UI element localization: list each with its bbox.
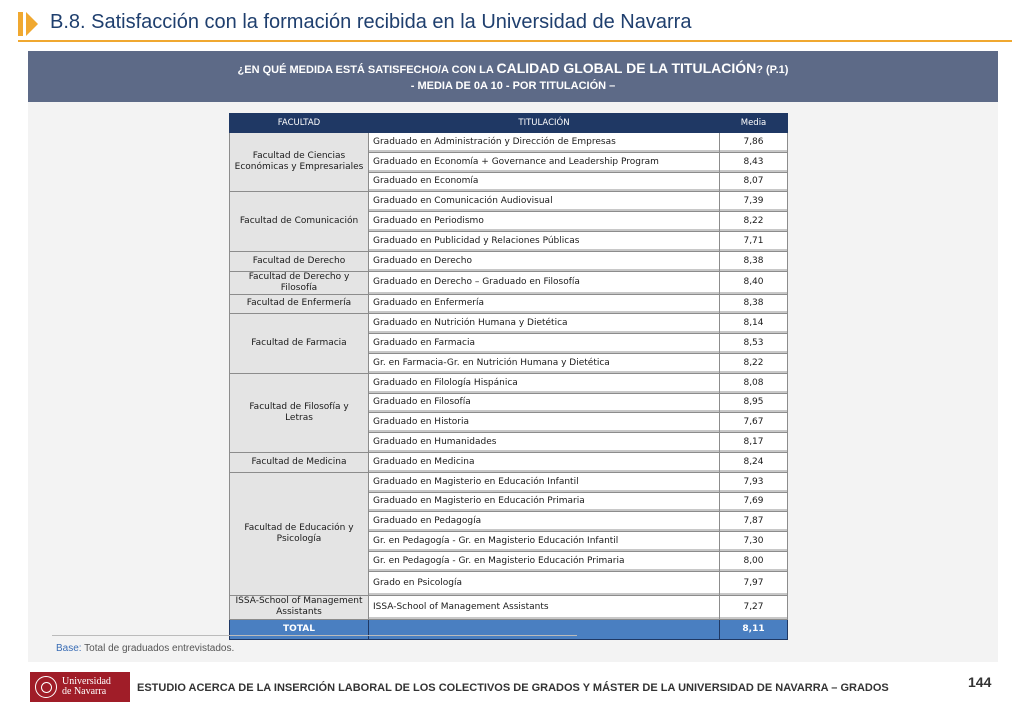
table-row xyxy=(230,452,788,472)
question-line-2: - MEDIA DE 0A 10 - POR TITULACIÓN – xyxy=(410,80,616,92)
media-cell: 7,71 xyxy=(720,231,788,251)
facultad-cell: Facultad de Derecho y Filosofía xyxy=(230,271,369,294)
section-arrow-icon xyxy=(18,12,40,36)
media-cell: 7,93 xyxy=(720,472,788,492)
footer-title: ESTUDIO ACERCA DE LA INSERCIÓN LABORAL DE LOS COLECTIVOS DE GRADOS Y MÁSTER DE LA UNIVERSIDAD DE NAVARRA – GRADOS xyxy=(137,682,889,694)
facultad-cell: Facultad de Filosofía y Letras xyxy=(230,373,369,452)
total-empty-cell xyxy=(369,619,720,639)
facultad-cell: Facultad de Farmacia xyxy=(230,314,369,373)
media-cell: 7,39 xyxy=(720,192,788,212)
question-line-1 xyxy=(28,60,998,76)
titulacion-cell: Graduado en Historia xyxy=(369,413,720,433)
media-cell: 8,00 xyxy=(720,551,788,571)
titulacion-cell: Graduado en Filosofía xyxy=(369,393,720,413)
question-prefix: ¿EN QUÉ MEDIDA ESTÁ SATISFECHO/A CON LA xyxy=(237,64,497,76)
media-cell: 8,38 xyxy=(720,294,788,314)
titulacion-cell: Graduado en Derecho – Graduado en Filosofía xyxy=(369,271,720,294)
media-cell: 7,69 xyxy=(720,492,788,512)
titulacion-cell: Graduado en Pedagogía xyxy=(369,512,720,532)
titulacion-cell: Graduado en Derecho xyxy=(369,251,720,271)
media-cell: 7,30 xyxy=(720,532,788,552)
media-cell: 8,22 xyxy=(720,353,788,373)
titulacion-cell: ISSA-School of Management Assistants xyxy=(369,595,720,619)
table-row xyxy=(230,373,788,393)
page-header xyxy=(18,8,1012,42)
titulacion-cell: Gr. en Pedagogía - Gr. en Magisterio Educación Infantil xyxy=(369,532,720,552)
media-cell: 7,86 xyxy=(720,133,788,153)
base-text: Total de graduados entrevistados. xyxy=(81,643,235,654)
table-row xyxy=(230,472,788,492)
total-label: TOTAL xyxy=(230,619,369,639)
table-row xyxy=(230,595,788,619)
question-subject: CALIDAD GLOBAL DE LA TITULACIÓN xyxy=(496,60,757,76)
table-row xyxy=(230,133,788,153)
media-cell: 7,27 xyxy=(720,595,788,619)
facultad-cell: Facultad de Educación y Psicología xyxy=(230,472,369,595)
table-header-row xyxy=(230,114,788,133)
question-banner xyxy=(28,51,998,102)
media-cell: 7,87 xyxy=(720,512,788,532)
titulacion-cell: Graduado en Economía + Governance and Leadership Program xyxy=(369,152,720,172)
titulacion-cell: Graduado en Farmacia xyxy=(369,334,720,354)
question-suffix: ? (P.1) xyxy=(756,64,789,76)
table-row xyxy=(230,251,788,271)
page-number: 144 xyxy=(968,674,992,690)
titulacion-cell: Graduado en Magisterio en Educación Primaria xyxy=(369,492,720,512)
logo-line-2: de Navarra xyxy=(62,686,107,697)
logo-text xyxy=(62,677,111,697)
media-cell: 7,67 xyxy=(720,413,788,433)
table-row xyxy=(230,271,788,294)
media-cell: 8,07 xyxy=(720,172,788,192)
titulacion-cell: Graduado en Nutrición Humana y Dietética xyxy=(369,314,720,334)
media-cell: 8,40 xyxy=(720,271,788,294)
satisfaction-table xyxy=(229,113,788,640)
table-row xyxy=(230,192,788,212)
titulacion-cell: Graduado en Administración y Dirección de Empresas xyxy=(369,133,720,153)
page-title: B.8. Satisfacción con la formación recibida en la Universidad de Navarra xyxy=(50,11,692,33)
col-header-facultad: FACULTAD xyxy=(230,114,369,133)
university-logo xyxy=(30,672,130,702)
titulacion-cell: Gr. en Pedagogía - Gr. en Magisterio Educación Primaria xyxy=(369,551,720,571)
titulacion-cell: Graduado en Humanidades xyxy=(369,433,720,453)
titulacion-cell: Graduado en Medicina xyxy=(369,452,720,472)
titulacion-cell: Graduado en Magisterio en Educación Infantil xyxy=(369,472,720,492)
media-cell: 8,14 xyxy=(720,314,788,334)
total-media: 8,11 xyxy=(720,619,788,639)
table-row xyxy=(230,294,788,314)
logo-line-1: Universidad xyxy=(62,676,111,687)
media-cell: 8,53 xyxy=(720,334,788,354)
titulacion-cell: Graduado en Comunicación Audiovisual xyxy=(369,192,720,212)
total-row xyxy=(230,619,788,639)
titulacion-cell: Graduado en Periodismo xyxy=(369,212,720,232)
titulacion-cell: Graduado en Economía xyxy=(369,172,720,192)
media-cell: 8,38 xyxy=(720,251,788,271)
facultad-cell: Facultad de Enfermería xyxy=(230,294,369,314)
media-cell: 8,95 xyxy=(720,393,788,413)
facultad-cell: ISSA-School of Management Assistants xyxy=(230,595,369,619)
titulacion-cell: Graduado en Enfermería xyxy=(369,294,720,314)
table-row xyxy=(230,314,788,334)
titulacion-cell: Gr. en Farmacia-Gr. en Nutrición Humana y Dietética xyxy=(369,353,720,373)
media-cell: 7,97 xyxy=(720,571,788,595)
facultad-cell: Facultad de Ciencias Económicas y Empresariales xyxy=(230,133,369,192)
facultad-cell: Facultad de Medicina xyxy=(230,452,369,472)
media-cell: 8,22 xyxy=(720,212,788,232)
table-body xyxy=(230,133,788,640)
media-cell: 8,08 xyxy=(720,373,788,393)
titulacion-cell: Graduado en Filología Hispánica xyxy=(369,373,720,393)
col-header-titulacion: TITULACIÓN xyxy=(369,114,720,133)
facultad-cell: Facultad de Derecho xyxy=(230,251,369,271)
base-note xyxy=(56,643,234,654)
divider xyxy=(52,635,577,636)
seal-icon xyxy=(35,676,57,698)
titulacion-cell: Grado en Psicología xyxy=(369,571,720,595)
media-cell: 8,43 xyxy=(720,152,788,172)
media-cell: 8,24 xyxy=(720,452,788,472)
titulacion-cell: Graduado en Publicidad y Relaciones Públicas xyxy=(369,231,720,251)
media-cell: 8,17 xyxy=(720,433,788,453)
facultad-cell: Facultad de Comunicación xyxy=(230,192,369,251)
base-label: Base: xyxy=(56,643,82,654)
col-header-media: Media xyxy=(720,114,788,133)
